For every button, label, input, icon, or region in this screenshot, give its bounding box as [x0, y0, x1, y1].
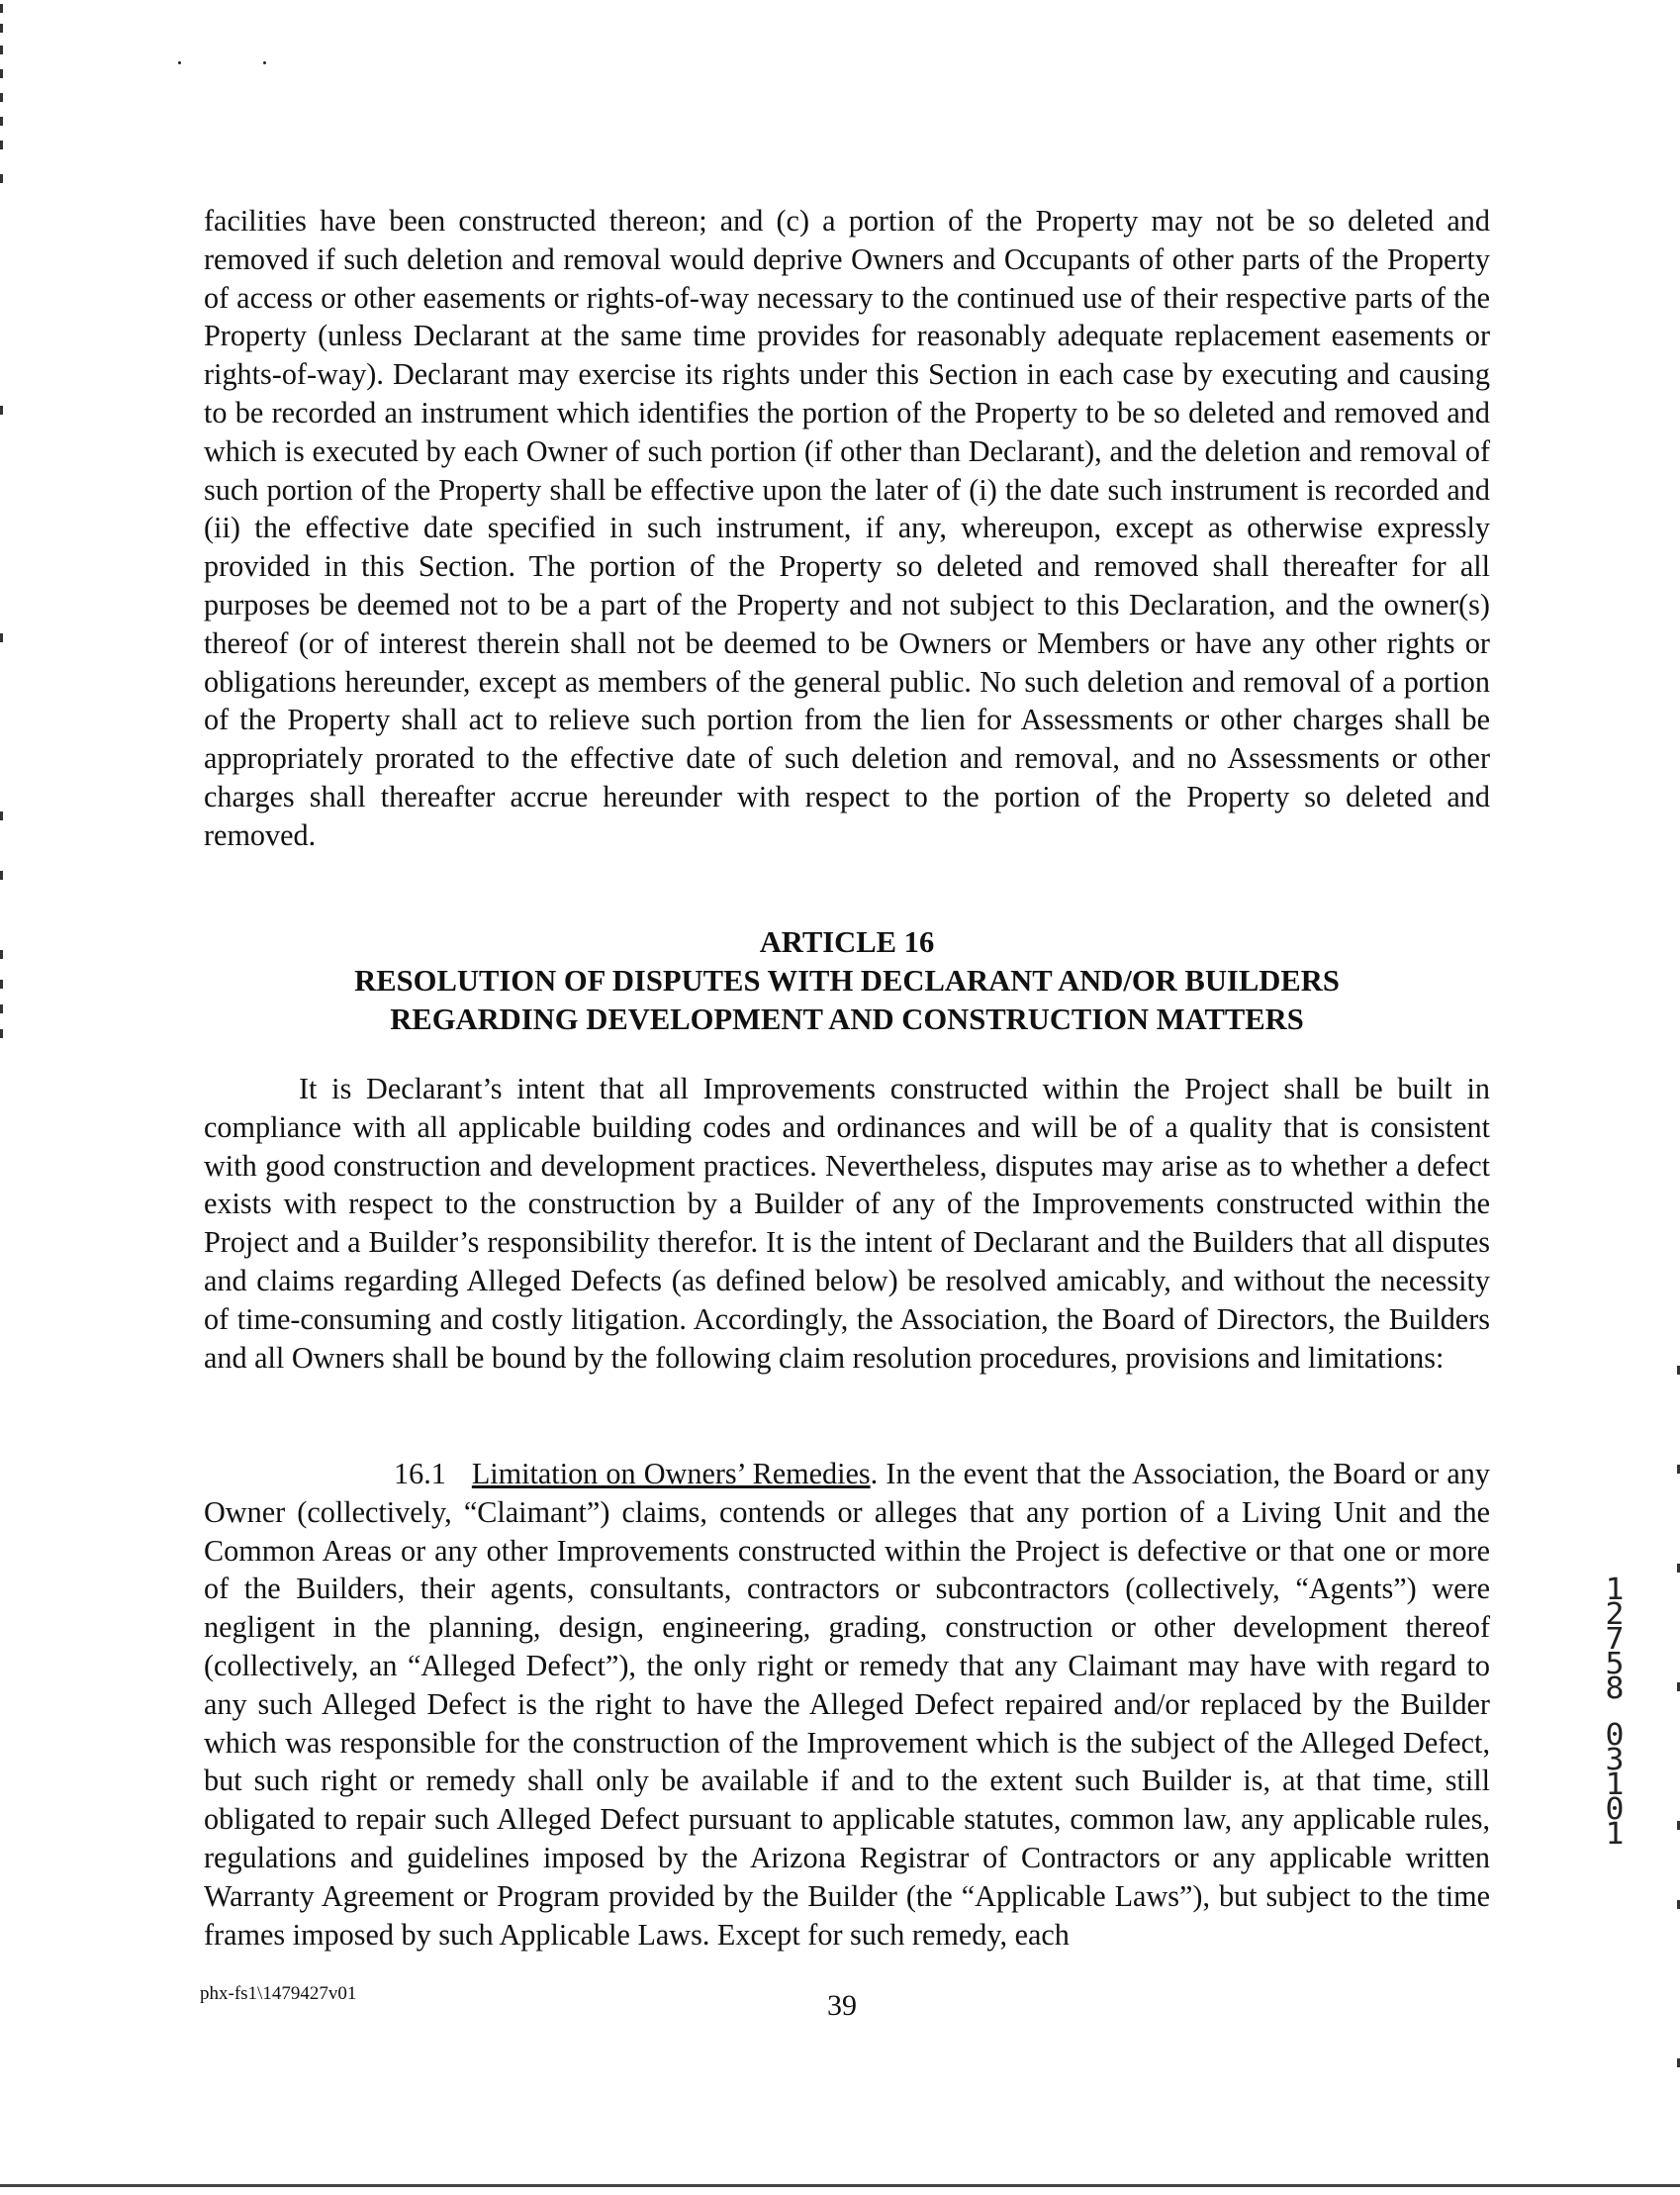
- section-body: . In the event that the Association, the Board or any Owner (collectively, “Claimant”) claims, contends or alleges that any portion of a Living Unit and the Common Areas or any other Improvements constructed within the Project is defective or that one or more of the Builders, their agents, consultants, contractors or subcontractors (collectively, “Agents”) were negligent in the planning, design, engineering, grading, construction or other development thereof (collectively, an “Alleged Defect”), the only right or remedy that any Claimant may have with regard to any such Alleged Defect is the right to have the Alleged Defect repaired and/or replaced by the Builder which was responsible for the construction of the Improvement which is the subject of the Alleged Defect, but such right or remedy shall only be available if and to the extent such Builder is, at that time, still obligated to repair such Alleged Defect pursuant to applicable statutes, common law, any applicable rules, regulations and guidelines imposed by the Arizona Registrar of Contractors or any applicable written Warranty Agreement or Program provided by the Builder (the “Applicable Laws”), but subject to the time frames imposed by such Applicable Laws. Except for such remedy, each: [204, 1457, 1490, 1952]
- section-title: Limitation on Owners’ Remedies: [471, 1457, 871, 1490]
- scan-mark: [0, 117, 3, 126]
- stamp-digit: 7: [1605, 1622, 1625, 1657]
- stamp-digit: 8: [1605, 1671, 1625, 1706]
- scan-speck: [263, 61, 266, 64]
- article-title-line-2: REGARDING DEVELOPMENT AND CONSTRUCTION MATTERS: [390, 1002, 1304, 1036]
- scan-speck: [178, 61, 181, 64]
- scan-mark: [0, 93, 3, 102]
- stamp-digit: 3: [1605, 1743, 1625, 1777]
- scan-mark: [0, 24, 3, 33]
- scan-mark: [0, 1004, 3, 1013]
- scan-mark: [0, 1029, 3, 1038]
- scan-mark: [0, 46, 3, 54]
- document-id: phx-fs1\1479427v01: [200, 1983, 357, 2004]
- scan-mark: [0, 950, 3, 959]
- stamp-digit: 5: [1605, 1647, 1625, 1681]
- scan-mark: [0, 871, 3, 880]
- scan-mark: [0, 406, 3, 415]
- article-number: ARTICLE 16: [759, 925, 935, 959]
- scan-mark: [0, 174, 3, 183]
- continuation-paragraph: facilities have been constructed thereon; and (c) a portion of the Property may not be so deleted and removed if such deletion and removal would deprive Owners and Occupants of other parts of the Property of access or other easements or rights-of-way necessary to the continued use of their respective parts of the Property (unless Declarant at the same time provides for reasonably adequate replacement easements or rights-of-way). Declarant may exercise its rights under this Section in each case by executing and causing to be recorded an instrument which identifies the portion of the Property to be so deleted and removed and which is executed by each Owner of such portion (if other than Declarant), and the deletion and removal of such portion of the Property shall be effective upon the later of (i) the date such instrument is recorded and (ii) the effective date specified in such instrument, if any, whereupon, except as otherwise expressly provided in this Section. The portion of the Property so deleted and removed shall thereafter for all purposes be deemed not to be a part of the Property and not subject to this Declaration, and the owner(s) thereof (or of interest therein shall not be deemed to be Owners or Members or have any other rights or obligations hereunder, except as members of the general public. No such deletion and removal of a portion of the Property shall act to relieve such portion from the lien for Assessments or other charges shall be appropriately prorated to the effective date of such deletion and removal, and no Assessments or other charges shall thereafter accrue hereunder with respect to the portion of the Property so deleted and removed.: [204, 204, 1490, 852]
- intent-paragraph: It is Declarant’s intent that all Improvements constructed within the Project shall be built in compliance with all applicable building codes and ordinances and will be of a quality that is consistent with good construction and development practices. Nevertheless, disputes may arise as to whether a defect exists with respect to the construction by a Builder of any of the Improvements constructed within the Project and a Builder’s responsibility therefor. It is the intent of Declarant and the Builders that all disputes and claims regarding Alleged Defects (as defined below) be resolved amicably, and without the necessity of time-consuming and costly litigation. Accordingly, the Association, the Board of Directors, the Builders and all Owners shall be bound by the following claim resolution procedures, provisions and limitations:: [204, 1072, 1490, 1375]
- stamp-digit: 0: [1605, 1718, 1625, 1753]
- scan-mark: [0, 980, 3, 989]
- page-number: 39: [827, 1989, 857, 2022]
- section-number: 16.1: [394, 1457, 446, 1490]
- stamp-digit: 0: [1605, 1792, 1625, 1827]
- stamp-digit: 1: [1605, 1817, 1625, 1852]
- scan-mark: [0, 69, 3, 78]
- stamp-digit: 1: [1605, 1767, 1625, 1802]
- scan-bottom-edge: [0, 2184, 1680, 2187]
- scan-mark: [0, 141, 3, 149]
- scan-mark: [0, 633, 3, 642]
- recording-number-stamp: [1599, 1573, 1631, 1852]
- stamp-digit: 1: [1605, 1573, 1625, 1607]
- article-title-line-1: RESOLUTION OF DISPUTES WITH DECLARANT AND/OR BUILDERS: [354, 964, 1340, 998]
- scan-mark: [0, 811, 3, 820]
- stamp-digit: 2: [1605, 1597, 1625, 1632]
- scan-mark: [0, 4, 3, 13]
- section-16-1: [204, 1455, 1490, 1954]
